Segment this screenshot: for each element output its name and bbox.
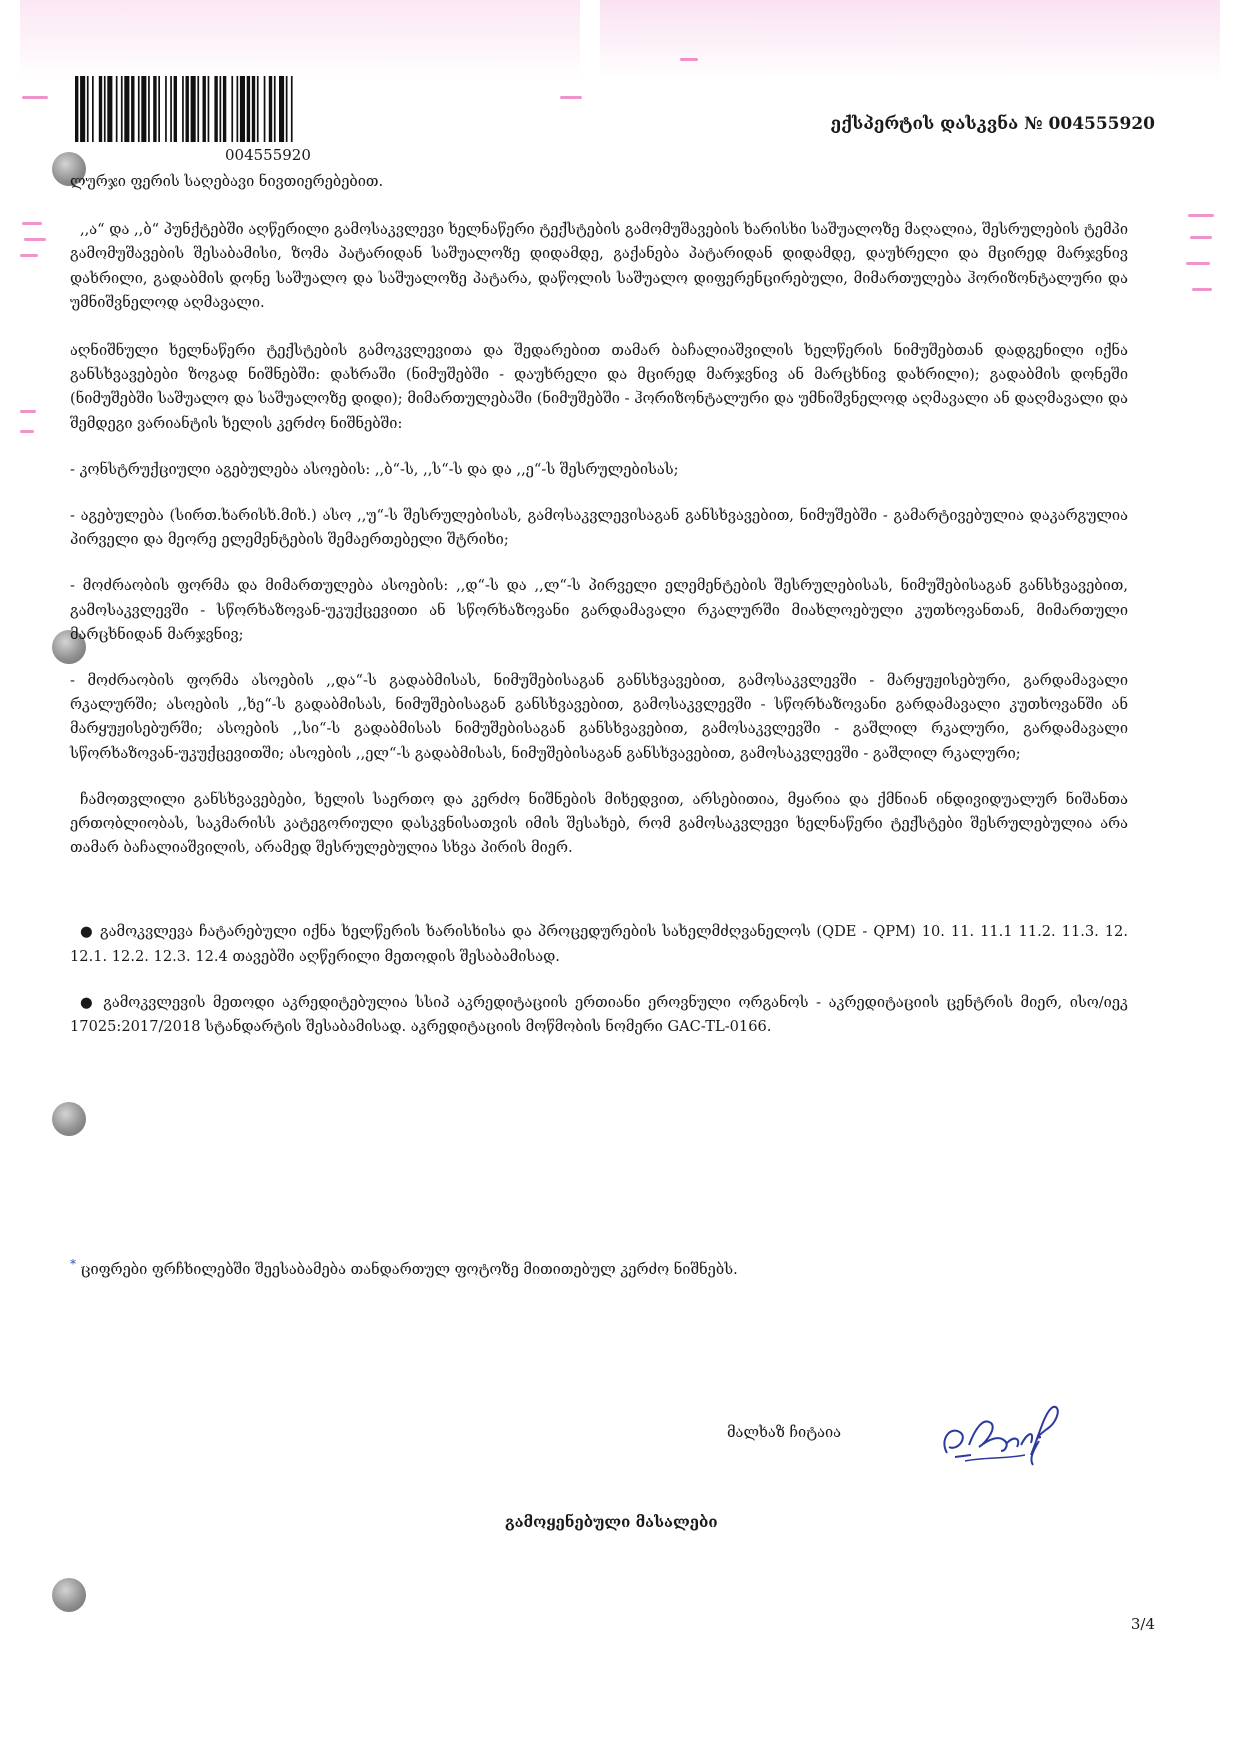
section-title: გამოყენებული მასალები: [505, 1513, 718, 1531]
paragraph: აღნიშნული ხელნაწერი ტექსტების გამოკვლევითა და შედარებით თამარ ბაჩალიაშვილის ხელწერის ნიმუშებთან დადგენილი იქნა განსხვავებები ზოგად ნიშნებში: დახრაში (ნიმუშებში - დაუხრელი და მცირედ მარჯვნივ ან მარცხნივ დახრილი); გადაბმის დონეში (ნიმუშებში საშუალო და საშუალოზე დიდი); მიმართულებაში (ნიმუშებში - ჰორიზონტალური და უმნიშვნელოდ აღმავალი ან დაღმავალი და შემდეგი ვარიანტის ხელის კერძო ნიშნებში:: [70, 342, 1128, 432]
document-reference: ექსპერტის დასკვნა № 004555920: [830, 114, 1155, 134]
barcode-bar: [264, 76, 266, 142]
barcode-bar: [158, 76, 160, 142]
list-item: - მოძრაობის ფორმა და მიმართულება ასოების: ,,დ“-ს და ,,ლ“-ს პირველი ელემენტების შესრულებისას, ნიმუშებისაგან განსხვავებით, გამოსაკვლევში - სწორხაზოვან-უკუქცევითი ან სწორხაზოვანი გარდამავალი რკალურში მიახლოებული კუთხოვანთან, მიმართული მარცხნიდან მარჯვნივ;: [70, 577, 1128, 643]
barcode: [75, 76, 465, 142]
barcode-bar: [208, 76, 210, 142]
pink-scan-mark: [560, 96, 582, 99]
barcode-bar: [107, 76, 112, 142]
barcode-bar: [279, 76, 284, 142]
barcode-bar: [138, 76, 140, 142]
barcode-bar: [92, 76, 94, 142]
barcode-bar: [191, 76, 196, 142]
paragraph: ლურჯი ფერის საღებავი ნივთიერებებით.: [70, 173, 384, 190]
barcode-bar: [131, 76, 134, 142]
pink-scan-mark: [1192, 288, 1212, 291]
footnote-mark: *: [70, 1257, 76, 1271]
barcode-bar: [182, 76, 184, 142]
barcode-bar: [291, 76, 293, 142]
barcode-bar: [257, 76, 259, 142]
pink-scan-mark: [20, 430, 34, 433]
list-item: - კონსტრუქციული აგებულება ასოების: ,,ბ“-ს, ,,ს“-ს და და ,,ე“-ს შესრულებისას;: [70, 460, 679, 478]
barcode-bar: [237, 76, 239, 142]
handwritten-signature: [935, 1395, 1065, 1475]
barcode-bar: [124, 76, 129, 142]
barcode-bar: [75, 76, 78, 142]
pink-scan-mark: [20, 254, 38, 257]
barcode-bar: [223, 76, 226, 142]
barcode-bar: [220, 76, 222, 142]
barcode-bar: [165, 76, 167, 142]
barcode-bar: [153, 76, 156, 142]
barcode-bar: [240, 76, 245, 142]
pink-scan-artifact: [20, 0, 580, 80]
barcode-bar: [197, 76, 199, 142]
barcode-bar: [231, 76, 233, 142]
barcode-bar: [252, 76, 255, 142]
barcode-bar: [104, 76, 106, 142]
barcode-bar: [170, 76, 172, 142]
barcode-number: 004555920: [225, 146, 311, 164]
pink-scan-mark: [1186, 262, 1210, 265]
paragraph: ,,ა“ და ,,ბ“ პუნქტებში აღწერილი გამოსაკვლევი ხელნაწერი ტექსტების გამომუშავების ხარისხი საშუალოზე მაღალია, შესრულების ტემპი გამომუშავების შესაბამისი, ზომა პატარიდან საშუალოზე დიდამდე, გაქანება პატარიდან დიდამდე, დაუხრელი და მცირედ მარჯვნივ დახრილი, გადაბმის დონე საშუალო და საშუალოზე პატარა, დაწოლის საშუალო დიფერენცირებული, მიმართულება ჰორიზონტალური და უმნიშვნელოდ აღმავალი.: [70, 221, 1128, 311]
punch-hole: [52, 1578, 86, 1612]
barcode-bar: [203, 76, 206, 142]
document-body: [70, 170, 1128, 1039]
pink-scan-artifact: [600, 0, 1220, 80]
barcode-bar: [87, 76, 89, 142]
paragraph: ჩამოთვლილი განსხვავებები, ხელის საერთო და კერძო ნიშნების მიხედვით, არსებითია, მყარია და ქმნიან ინდივიდუალურ ნიშანთა ერთობლიობას, საკმარისს კატეგორიული დასკვნისათვის იმის შესახებ, რომ გამოსაკვლევი ხელნაწერი ტექსტები შესრულებულია არა თამარ ბაჩალიაშვილის, არამედ შესრულებულია სხვა პირის მიერ.: [70, 790, 1128, 857]
page-number: 3/4: [1130, 1615, 1155, 1633]
barcode-bar: [121, 76, 123, 142]
signer-name: მალხაზ ჩიტაია: [727, 1424, 842, 1441]
pink-scan-mark: [22, 222, 42, 225]
bullet-item: ● გამოკვლევა ჩატარებული იქნა ხელწერის ხარისხისა და პროცედურების სახელმძღვანელოს (QDE - QPM) 10. 11. 11.1 11.2. 11.3. 12. 12.1. 12.2. 12.3. 12.4 თავებში აღწერილი მეთოდის შესაბამისად.: [70, 923, 1128, 965]
list-item: - აგებულება (სირთ.ხარისხ.მიხ.) ასო ,,უ“-ს შესრულებისას, გამოსაკვლევისაგან განსხვავებით, ნიმუშებში - გამარტივებულია დაკარგულია პირველი და მეორე ელემენტების შემაერთებელი შტრიხი;: [70, 507, 1128, 549]
pink-scan-mark: [20, 410, 36, 413]
pink-scan-mark: [680, 58, 698, 61]
pink-scan-mark: [24, 238, 46, 241]
barcode-bar: [286, 76, 288, 142]
barcode-bar: [214, 76, 217, 142]
barcode-bar: [99, 76, 102, 142]
bullet-text: გამოკვლევა ჩატარებული იქნა ხელწერის ხარისხისა და პროცედურების სახელმძღვანელოს (QDE - QPM) 10. 11. 11.1 11.2. 11.3. 12. 12.1. 12.2. 12.3. 12.4 თავებში აღწერილი მეთოდის შესაბამისად.: [70, 923, 1128, 965]
barcode-bar: [274, 76, 276, 142]
barcode-bar: [247, 76, 250, 142]
bullet-item: ● გამოკვლევის მეთოდი აკრედიტებულია სსიპ აკრედიტაციის ერთიანი ეროვნული ორგანოს - აკრედიტაციის ცენტრის მიერ, ისო/იეკ 17025:2017/2018 სტანდარტის შესაბამისად. აკრედიტაციის მოწმობის ნომერი GAC-TL-0166.: [70, 993, 1128, 1036]
pink-scan-mark: [1188, 214, 1214, 217]
barcode-bar: [269, 76, 272, 142]
bullet-text: გამოკვლევის მეთოდი აკრედიტებულია სსიპ აკრედიტაციის ერთიანი ეროვნული ორგანოს - აკრედიტაციის ცენტრის მიერ, ისო/იეკ 17025:2017/2018 სტანდარტის შესაბამისად. აკრედიტაციის მოწმობის ნომერი GAC-TL-0166.: [70, 993, 1128, 1036]
pink-scan-mark: [22, 96, 48, 99]
barcode-bar: [116, 76, 118, 142]
barcode-bar: [80, 76, 85, 142]
footnote: [70, 1257, 738, 1278]
pink-scan-mark: [1190, 236, 1212, 239]
barcode-bar: [148, 76, 150, 142]
barcode-bar: [141, 76, 146, 142]
footnote-text: ციფრები ფრჩხილებში შეესაბამება თანდართულ ფოტოზე მითითებულ კერძო ნიშნებს.: [80, 1260, 738, 1278]
barcode-bar: [186, 76, 189, 142]
barcode-bar: [174, 76, 177, 142]
punch-hole: [52, 1102, 86, 1136]
list-item: - მოძრაობის ფორმა ასოების ,,და“-ს გადაბმისას, ნიმუშებისაგან განსხვავებით, გამოსაკვლევში - მარყუჟისებური, გარდამავალი რკალურში; ასოების ,,ხე“-ს გადაბმისას, ნიმუშებისაგან განსხვავებით, გამოსაკვლევში - სწორხაზოვანი გარდამავალი კუთხოვანში ან მარყუჟისებურში; ასოების ,,სი“-ს გადაბმისას ნიმუშებისაგან განსხვავებით, გამოსაკვლევში - გაშლილ რკალური, გარდამავალი სწორხაზოვან-უკუქცევითში; ასოების ,,ელ“-ს გადაბმისას, ნიმუშებისაგან განსხვავებით, გამოსაკვლევში - გაშლილ რკალური;: [70, 672, 1128, 762]
